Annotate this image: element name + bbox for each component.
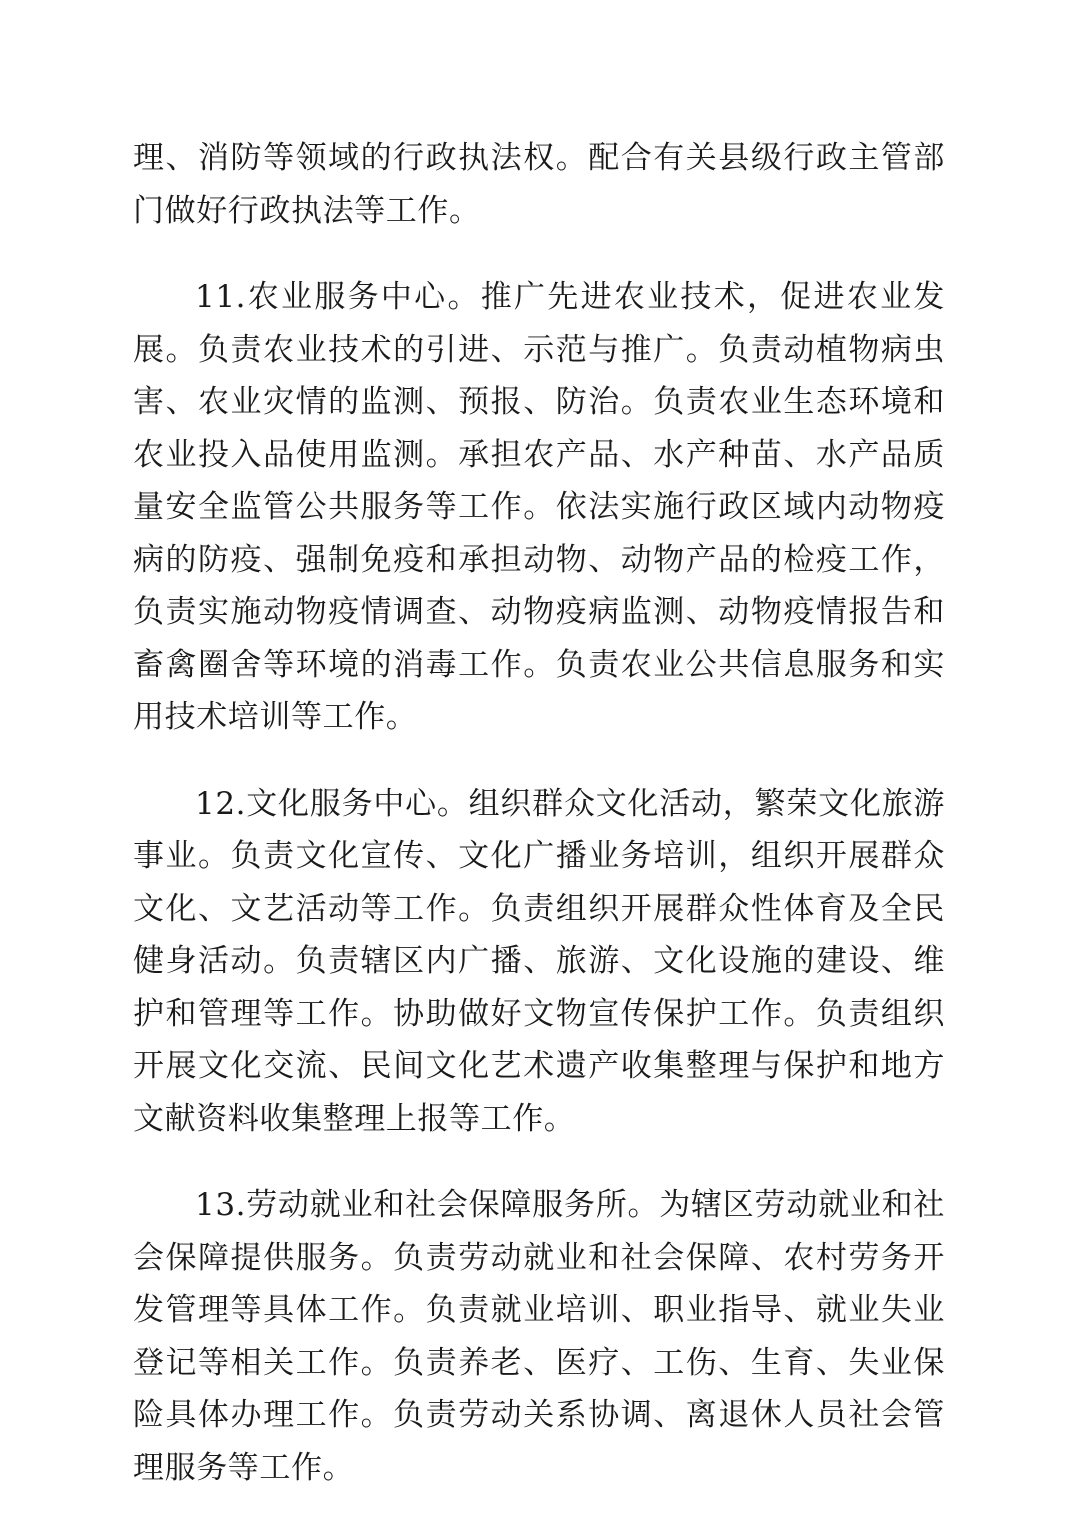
paragraph-labor-social-security-office: 13.劳动就业和社会保障服务所。为辖区劳动就业和社会保障提供服务。负责劳动就业和社会保障、农村劳务开发管理等具体工作。负责就业培训、职业指导、就业失业登记等相关工作。负责养老、医疗、工伤、生育、失业保险具体办理工作。负责劳动关系协调、离退休人员社会管理服务等工作。 [133, 1187, 945, 1486]
paragraph-agriculture-service-center: 11.农业服务中心。推广先进农业技术，促进农业发展。负责农业技术的引进、示范与推广。负责动植物病虫害、农业灾情的监测、预报、防治。负责农业生态环境和农业投入品使用监测。承担农产品、水产种苗、水产品质量安全监管公共服务等工作。依法实施行政区域内动物疫病的防疫、强制免疫和承担动物、动物产品的检疫工作，负责实施动物疫情调查、动物疫病监测、动物疫情报告和畜禽圈舍等环境的消毒工作。负责农业公共信息服务和实用技术培训等工作。 [133, 279, 945, 735]
paragraph-continuation: 理、消防等领域的行政执法权。配合有关县级行政主管部门做好行政执法等工作。 [133, 140, 945, 229]
paragraph-culture-service-center: 12.文化服务中心。组织群众文化活动，繁荣文化旅游事业。负责文化宣传、文化广播业务培训，组织开展群众文化、文艺活动等工作。负责组织开展群众性体育及全民健身活动。负责辖区内广播、旅游、文化设施的建设、维护和管理等工作。协助做好文物宣传保护工作。负责组织开展文化交流、民间文化艺术遗产收集整理与保护和地方文献资料收集整理上报等工作。 [133, 785, 945, 1137]
document-body [133, 132, 945, 1528]
